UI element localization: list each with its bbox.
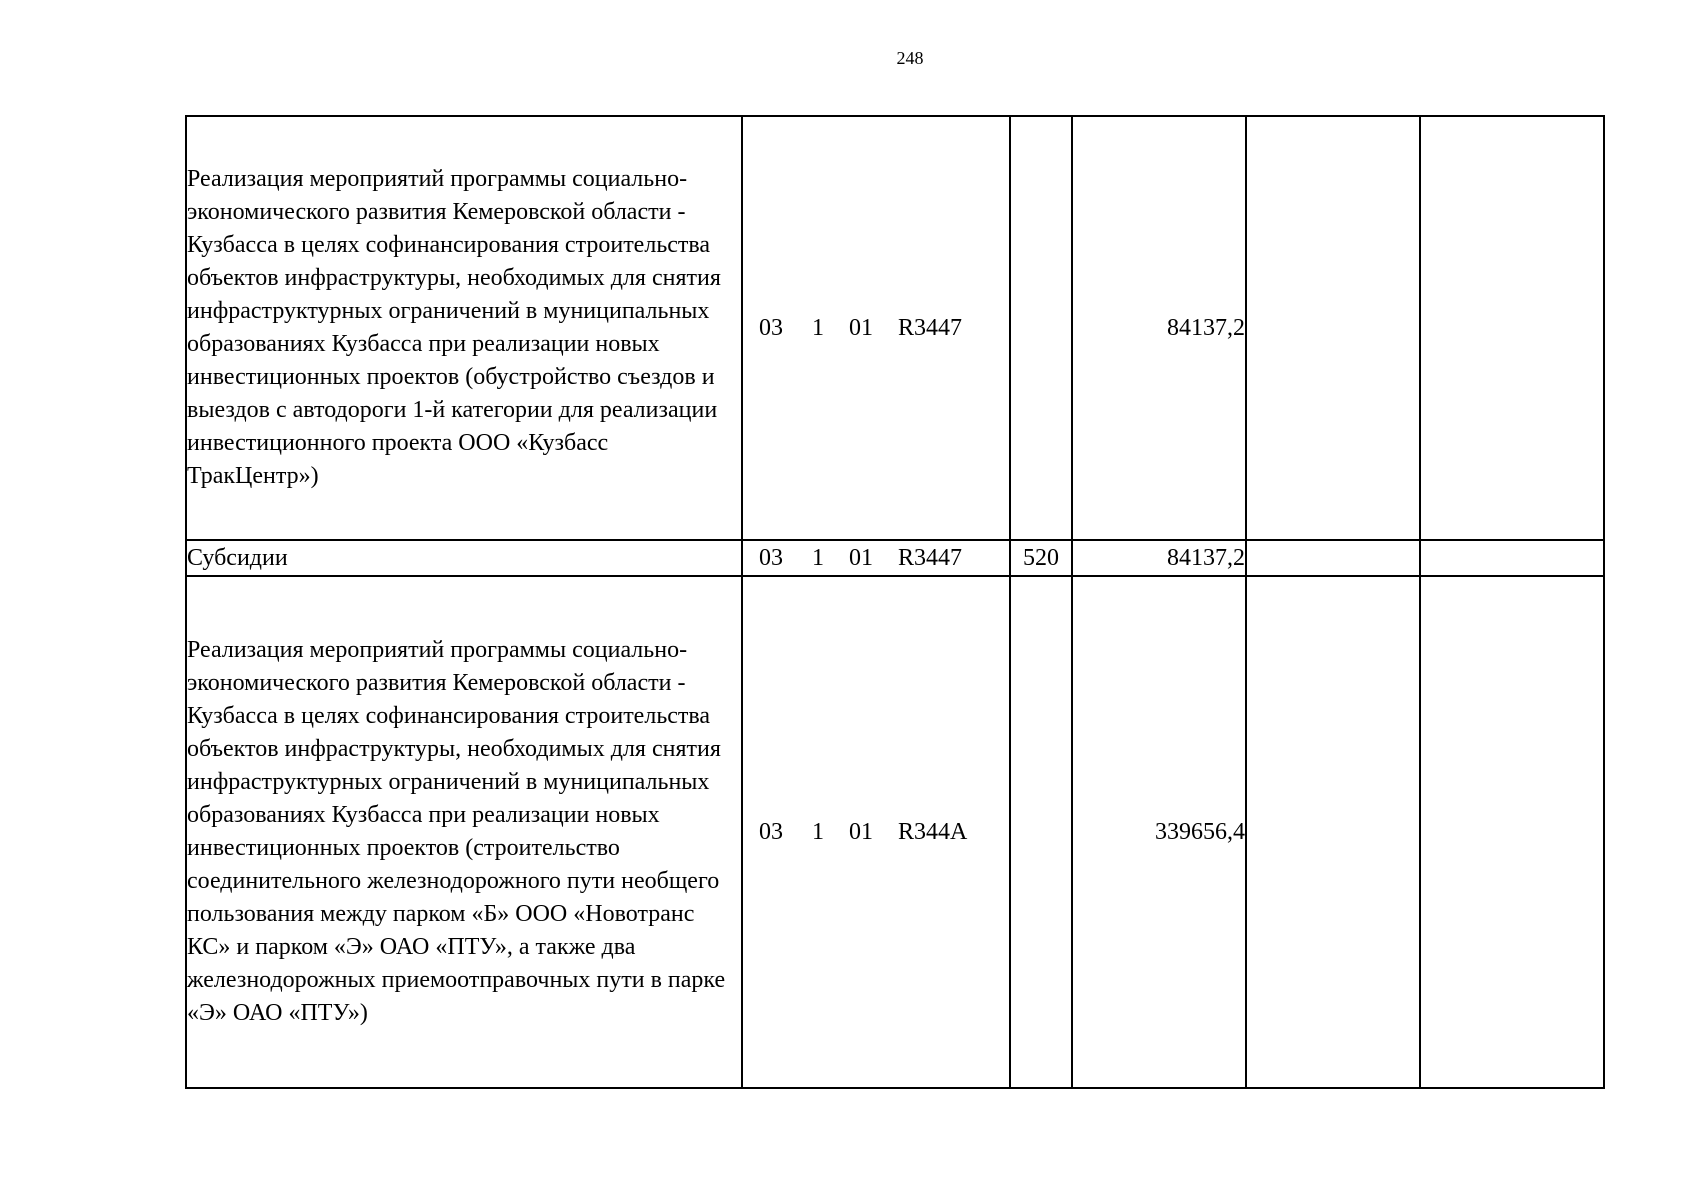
row-name: Реализация мероприятий программы социально-экономического развития Кемеровской области - Кузбасса в целях софинансирования строительства объектов инфраструктуры, необходимых для снятия инфраструктурных ограничений в муниципальных образованиях Кузбасса при реализации новых инвестиционных проектов (обустройство съездов и выездов с автодороги 1-й категории для реализации инвестиционного проекта ООО «Кузбасс ТракЦентр») [187, 166, 721, 489]
expense-type-cell [1010, 576, 1072, 1088]
page-number: 248 [896, 48, 924, 68]
code-main-event: 01 [849, 314, 873, 341]
code-subsection: 1 [812, 544, 824, 571]
table-row [186, 116, 1604, 540]
expense-type-cell [1010, 116, 1072, 540]
extra-cell-1 [1246, 116, 1420, 540]
row-name-cell [186, 116, 742, 540]
code-direction: R344A [898, 818, 968, 845]
code-section: 03 [759, 818, 783, 845]
row-name-cell [186, 576, 742, 1088]
code-direction: R3447 [898, 544, 963, 571]
sum-cell: 84137,2 [1072, 540, 1246, 576]
sum-cell: 84137,2 [1072, 116, 1246, 540]
table-row [186, 576, 1604, 1088]
code-main-event: 01 [849, 818, 873, 845]
budget-table [185, 115, 1605, 1089]
sum-cell: 339656,4 [1072, 576, 1246, 1088]
code-cell [742, 540, 1010, 576]
expense-type-cell: 520 [1010, 540, 1072, 576]
extra-cell-1 [1246, 576, 1420, 1088]
extra-cell-2 [1420, 116, 1604, 540]
code-main-event: 01 [849, 544, 873, 571]
extra-cell-2 [1420, 540, 1604, 576]
row-name: Реализация мероприятий программы социально-экономического развития Кемеровской области - Кузбасса в целях софинансирования строительства объектов инфраструктуры, необходимых для снятия инфраструктурных ограничений в муниципальных образованиях Кузбасса при реализации новых инвестиционных проектов (строительство соединительного железнодорожного пути необщего пользования между парком «Б» ООО «Новотранс КС» и парком «Э» ОАО «ПТУ», а также два железнодорожных приемоотправочных пути в парке «Э» ОАО «ПТУ») [187, 637, 726, 1026]
code-subsection: 1 [812, 314, 824, 341]
code-section: 03 [759, 314, 783, 341]
row-name: Субсидии [187, 544, 288, 571]
code-cell [742, 576, 1010, 1088]
code-cell [742, 116, 1010, 540]
extra-cell-2 [1420, 576, 1604, 1088]
code-subsection: 1 [812, 818, 824, 845]
extra-cell-1 [1246, 540, 1420, 576]
code-section: 03 [759, 544, 783, 571]
code-direction: R3447 [898, 314, 963, 341]
row-name-cell [186, 540, 742, 576]
table-row [186, 540, 1604, 576]
